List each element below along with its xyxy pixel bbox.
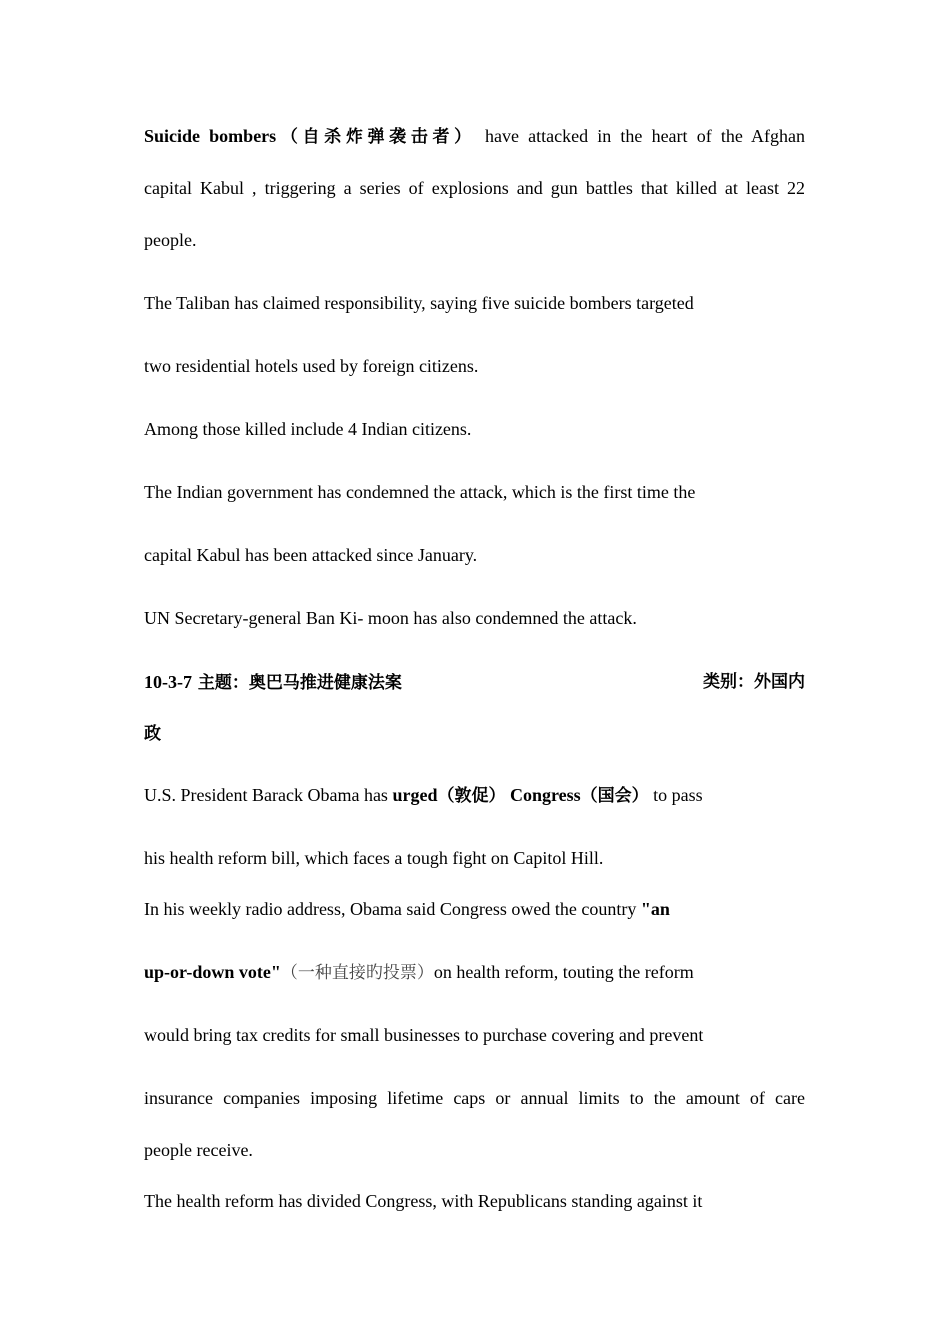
article2-line-3 <box>144 897 670 921</box>
article1-line-7: The Indian government has condemned the attack, which is the first time the <box>144 482 696 502</box>
article1-line-6: Among those killed include 4 Indian citizens. <box>144 419 472 439</box>
article1-line-1-rest: have attacked in the heart of the Afghan <box>475 126 806 146</box>
heading-category: 类别：外国内 <box>703 672 805 692</box>
gloss-urged: （敦促） <box>437 786 506 806</box>
article1-line-4: The Taliban has claimed responsibility, saying five suicide bombers targeted <box>144 293 694 313</box>
article1-line-3: people. <box>144 230 197 250</box>
article2-line-6: insurance companies imposing lifetime caps or annual limits to the amount of care <box>144 1088 805 1108</box>
article2-line-1-post: to pass <box>648 785 703 805</box>
heading-id: 10-3-7 <box>144 672 192 692</box>
article1-line-9: UN Secretary-general Ban Ki- moon has also condemned the attack. <box>144 608 637 628</box>
article1-line-1 <box>144 124 805 149</box>
article1-line-2: capital Kabul , triggering a series of explosions and gun battles that killed at least 22 <box>144 178 805 198</box>
article1-line-5: two residential hotels used by foreign citizens. <box>144 356 479 376</box>
term-suicide-bombers: Suicide bombers <box>144 126 277 146</box>
term-congress: Congress <box>505 785 581 805</box>
section-heading <box>144 670 805 695</box>
article2-line-2: his health reform bill, which faces a tough fight on Capitol Hill. <box>144 848 604 868</box>
heading-category-continued: 政 <box>144 724 161 744</box>
article2-line-1-pre: U.S. President Barack Obama has <box>144 785 393 805</box>
term-urged: urged <box>392 785 438 805</box>
quote-up-or-down-vote: up-or-down vote" <box>144 962 281 982</box>
article2-line-5: would bring tax credits for small businesses to purchase covering and prevent <box>144 1025 704 1045</box>
gloss-congress: （国会） <box>580 786 649 806</box>
quote-an: "an <box>640 899 670 919</box>
article2-line-4-text: on health reform, touting the reform <box>433 962 694 982</box>
article2-line-4 <box>144 960 694 985</box>
article2-line-3-text: In his weekly radio address, Obama said Congress owed the country <box>144 899 641 919</box>
gloss-suicide-bombers: （自杀炸弹袭击者） <box>276 127 476 147</box>
article2-line-8: The health reform has divided Congress, with Republicans standing against it <box>144 1191 703 1211</box>
gloss-up-or-down-vote: （一种直接旳投票） <box>280 963 434 983</box>
article2-line-1 <box>144 783 703 808</box>
article2-line-7: people receive. <box>144 1140 253 1160</box>
heading-topic: 主题：奥巴马推进健康法案 <box>192 673 402 693</box>
article1-line-8: capital Kabul has been attacked since January. <box>144 545 478 565</box>
